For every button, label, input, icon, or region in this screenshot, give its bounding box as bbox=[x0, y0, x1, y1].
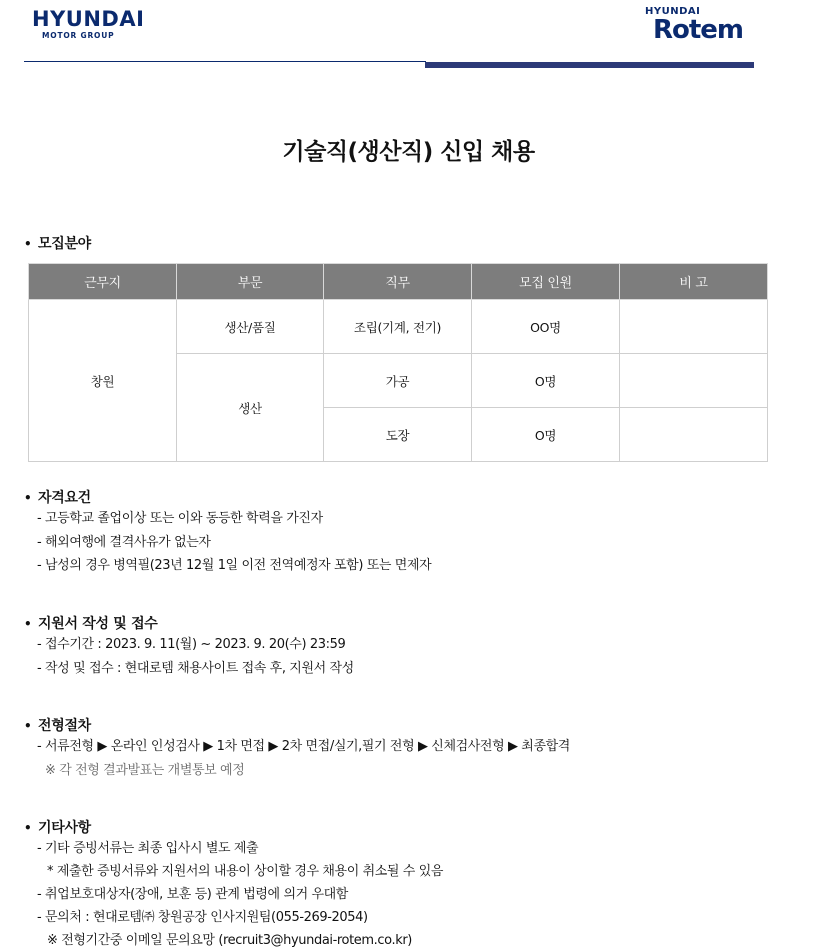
section-recruit-heading bbox=[24, 233, 91, 253]
logo-brand-big-text: Rotem bbox=[652, 15, 743, 45]
qualification-item: - 남성의 경우 병역필(23년 12월 1일 이전 전역예정자 포함) 또는 면제자 bbox=[37, 558, 432, 573]
section-heading-label: 자격요건 bbox=[38, 490, 91, 506]
header-divider-thick bbox=[425, 62, 754, 68]
section-heading-label: 모집분야 bbox=[38, 236, 91, 252]
etc-item: - 기타 증빙서류는 최종 입사시 별도 제출 bbox=[37, 841, 259, 856]
column-header: 비 고 bbox=[620, 264, 768, 300]
process-item: - 서류전형 ▶ 온라인 인성검사 ▶ 1차 면접 ▶ 2차 면접/실기,필기 전형 ▶ 신체검사전형 ▶ 최종합격 bbox=[37, 739, 570, 754]
hyundai-motor-group-logo bbox=[32, 7, 145, 40]
etc-item: - 취업보호대상자(장애, 보훈 등) 관계 법령에 의거 우대함 bbox=[37, 887, 348, 902]
qualification-item: - 고등학교 졸업이상 또는 이와 동등한 학력을 가진자 bbox=[37, 511, 323, 526]
cell-dept: 생산/품질 bbox=[177, 300, 324, 354]
cell-job: 가공 bbox=[324, 354, 472, 408]
application-item: - 접수기간 : 2023. 9. 11(월) ~ 2023. 9. 20(수) 23:59 bbox=[37, 637, 346, 652]
table-header-row bbox=[29, 264, 768, 300]
column-header: 부문 bbox=[177, 264, 324, 300]
application-item: - 작성 및 접수 : 현대로템 채용사이트 접속 후, 지원서 작성 bbox=[37, 661, 354, 676]
logo-brand-small-text: HYUNDAI bbox=[645, 6, 701, 17]
section-heading-label: 전형절차 bbox=[38, 718, 91, 734]
cell-count: O명 bbox=[472, 408, 620, 462]
qualification-item: - 해외여행에 결격사유가 없는자 bbox=[37, 535, 211, 550]
section-process-heading bbox=[24, 715, 91, 735]
column-header: 근무지 bbox=[29, 264, 177, 300]
section-application-heading bbox=[24, 613, 158, 633]
cell-dept: 생산 bbox=[177, 354, 324, 462]
etc-subnote: ※ 전형기간중 이메일 문의요망 (recruit3@hyundai-rotem.co.kr) bbox=[47, 933, 412, 948]
recruit-table bbox=[28, 263, 768, 462]
cell-job: 도장 bbox=[324, 408, 472, 462]
bullet-icon: • bbox=[24, 719, 32, 733]
bullet-icon: • bbox=[24, 237, 32, 251]
bullet-icon: • bbox=[24, 617, 32, 631]
cell-note bbox=[620, 354, 768, 408]
cell-note bbox=[620, 408, 768, 462]
etc-item: - 문의처 : 현대로템㈜ 창원공장 인사지원팀(055-269-2054) bbox=[37, 910, 368, 925]
logo-sub-text: MOTOR GROUP bbox=[42, 31, 115, 40]
cell-count: O명 bbox=[472, 354, 620, 408]
logo-brand-text: HYUNDAI bbox=[32, 7, 145, 31]
page-title: 기술직(생산직) 신입 채용 bbox=[282, 139, 535, 165]
hyundai-rotem-logo bbox=[643, 6, 743, 43]
section-heading-label: 지원서 작성 및 접수 bbox=[38, 616, 158, 632]
bullet-icon: • bbox=[24, 491, 32, 505]
column-header: 모집 인원 bbox=[472, 264, 620, 300]
etc-subnote: * 제출한 증빙서류와 지원서의 내용이 상이할 경우 채용이 취소될 수 있음 bbox=[47, 864, 444, 879]
header-divider-thin bbox=[24, 61, 426, 62]
section-heading-label: 기타사항 bbox=[38, 820, 91, 836]
column-header: 직무 bbox=[324, 264, 472, 300]
section-qualifications-heading bbox=[24, 487, 91, 507]
cell-job: 조립(기계, 전기) bbox=[324, 300, 472, 354]
cell-note bbox=[620, 300, 768, 354]
section-etc-heading bbox=[24, 817, 91, 837]
bullet-icon: • bbox=[24, 821, 32, 835]
process-note: ※ 각 전형 결과발표는 개별통보 예정 bbox=[45, 763, 245, 778]
cell-location: 창원 bbox=[29, 300, 177, 462]
table-row bbox=[29, 300, 768, 354]
cell-count: OO명 bbox=[472, 300, 620, 354]
